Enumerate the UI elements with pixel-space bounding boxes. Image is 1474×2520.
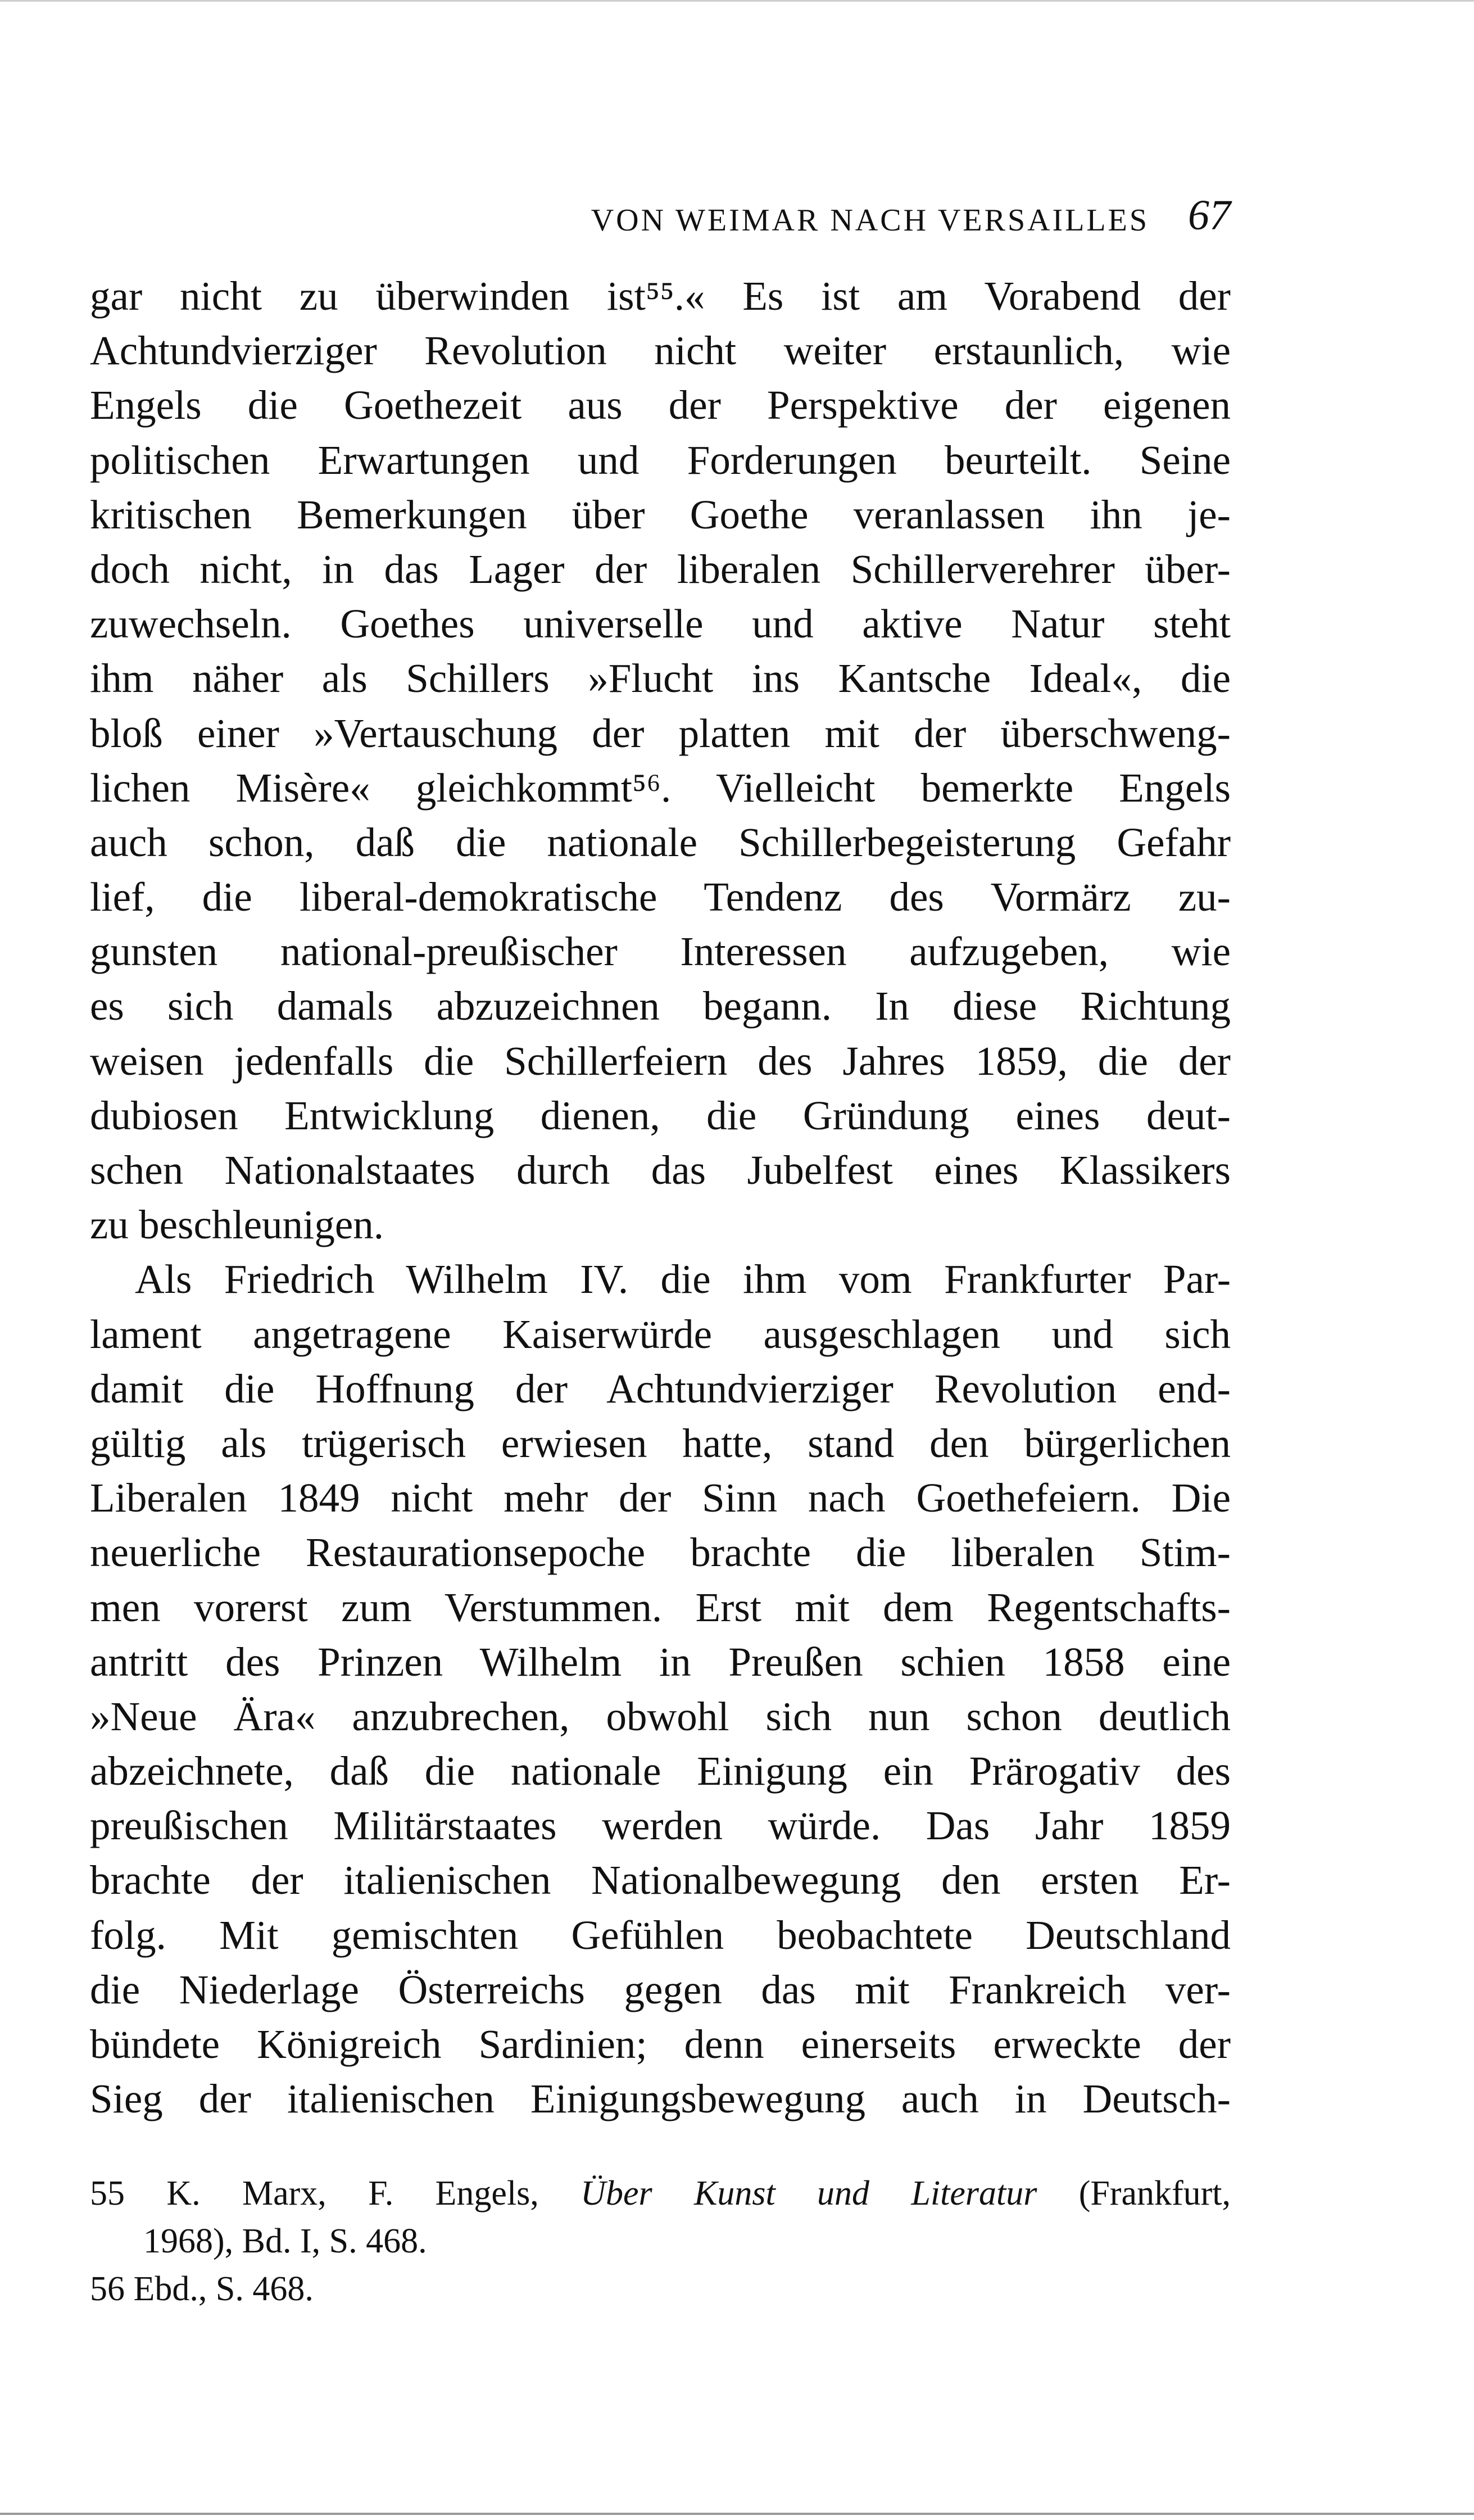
text-line: Liberalen 1849 nicht mehr der Sinn nach Goethefeiern. Die [90, 1475, 1231, 1521]
text-line: brachte der italienischen Nationalbewegung den ersten Er- [90, 1857, 1231, 1903]
text-line: bloß einer »Vertauschung der platten mit der überschweng- [90, 710, 1231, 756]
text-line: es sich damals abzuzeichnen begann. In diese Richtung [90, 983, 1231, 1029]
text-line: abzeichnete, daß die nationale Einigung ein Prärogativ des [90, 1748, 1231, 1794]
text-line: damit die Hoffnung der Achtundvierziger Revolution end- [90, 1365, 1231, 1411]
text-line: Sieg der italienischen Einigungsbewegung auch in Deutsch- [90, 2076, 1231, 2122]
running-title: VON WEIMAR NACH VERSAILLES [591, 203, 1149, 238]
footnote-text: Ebd., S. 468. [133, 2270, 314, 2308]
text-line: gunsten national-preußischer Interessen aufzugeben, wie [90, 929, 1231, 975]
text-line: Als Friedrich Wilhelm IV. die ihm vom Frankfurter Par- [135, 1256, 1231, 1302]
text-line: lief, die liberal-demokratische Tendenz des Vormärz zu- [90, 874, 1231, 920]
text-line: men vorerst zum Verstummen. Erst mit dem Regentschafts- [90, 1584, 1231, 1630]
page-header [90, 186, 1231, 247]
page-number: 67 [1188, 192, 1231, 239]
text-line: schen Nationalstaates durch das Jubelfest eines Klassikers [90, 1147, 1231, 1193]
footnote-56 [90, 2265, 1231, 2313]
text-line: weisen jedenfalls die Schillerfeiern des Jahres 1859, die der [90, 1038, 1231, 1084]
text-line: auch schon, daß die nationale Schillerbegeisterung Gefahr [90, 819, 1231, 865]
text-line: lichen Misère« gleichkommt⁵⁶. Vielleicht bemerkte Engels [90, 764, 1231, 811]
text-line: politischen Erwartungen und Forderungen beurteilt. Seine [90, 437, 1231, 483]
footnotes [90, 2170, 1231, 2313]
text-line: zuwechseln. Goethes universelle und aktive Natur steht [90, 601, 1231, 647]
text-line: dubiosen Entwicklung dienen, die Gründung eines deut- [90, 1092, 1231, 1138]
footnote-text: K. Marx, F. Engels, [166, 2174, 581, 2213]
text-line: die Niederlage Österreichs gegen das mit Frankreich ver- [90, 1966, 1231, 2012]
footnote-55 [90, 2170, 1231, 2218]
text-line: neuerliche Restaurationsepoche brachte die liberalen Stim- [90, 1530, 1231, 1576]
footnote-title: Über Kunst und Literatur [580, 2174, 1037, 2213]
text-line: Engels die Goethezeit aus der Perspektive der eigenen [90, 382, 1231, 428]
text-line: folg. Mit gemischten Gefühlen beobachtete Deutschland [90, 1912, 1231, 1958]
text-line: doch nicht, in das Lager der liberalen Schillerverehrer über- [90, 546, 1231, 592]
text-line: gültig als trügerisch erwiesen hatte, stand den bürgerlichen [90, 1420, 1231, 1466]
text-line: gar nicht zu überwinden ist⁵⁵.« Es ist am Vorabend der [90, 273, 1231, 319]
text-line: antritt des Prinzen Wilhelm in Preußen schien 1858 eine [90, 1639, 1231, 1685]
text-line: lament angetragene Kaiserwürde ausgeschlagen und sich [90, 1311, 1231, 1357]
text-line: zu beschleunigen. [90, 1202, 384, 1248]
body-text [90, 269, 1231, 2126]
footnote-number: 56 [90, 2270, 125, 2308]
top-rule [0, 0, 1474, 2]
footnote-number: 55 [90, 2174, 125, 2213]
text-line: ihm näher als Schillers »Flucht ins Kantsche Ideal«, die [90, 655, 1231, 702]
bottom-rule [0, 2513, 1474, 2515]
text-line: Achtundvierziger Revolution nicht weiter erstaunlich, wie [90, 328, 1231, 374]
text-line: »Neue Ära« anzubrechen, obwohl sich nun schon deutlich [90, 1693, 1231, 1739]
text-line: bündete Königreich Sardinien; denn einerseits erweckte der [90, 2021, 1231, 2067]
text-line: kritischen Bemerkungen über Goethe veranlassen ihn je- [90, 491, 1231, 537]
footnote-text: (Frankfurt, [1037, 2174, 1231, 2213]
text-line: preußischen Militärstaates werden würde. Das Jahr 1859 [90, 1803, 1231, 1849]
footnote-55-continuation: 1968), Bd. I, S. 468. [143, 2222, 427, 2260]
